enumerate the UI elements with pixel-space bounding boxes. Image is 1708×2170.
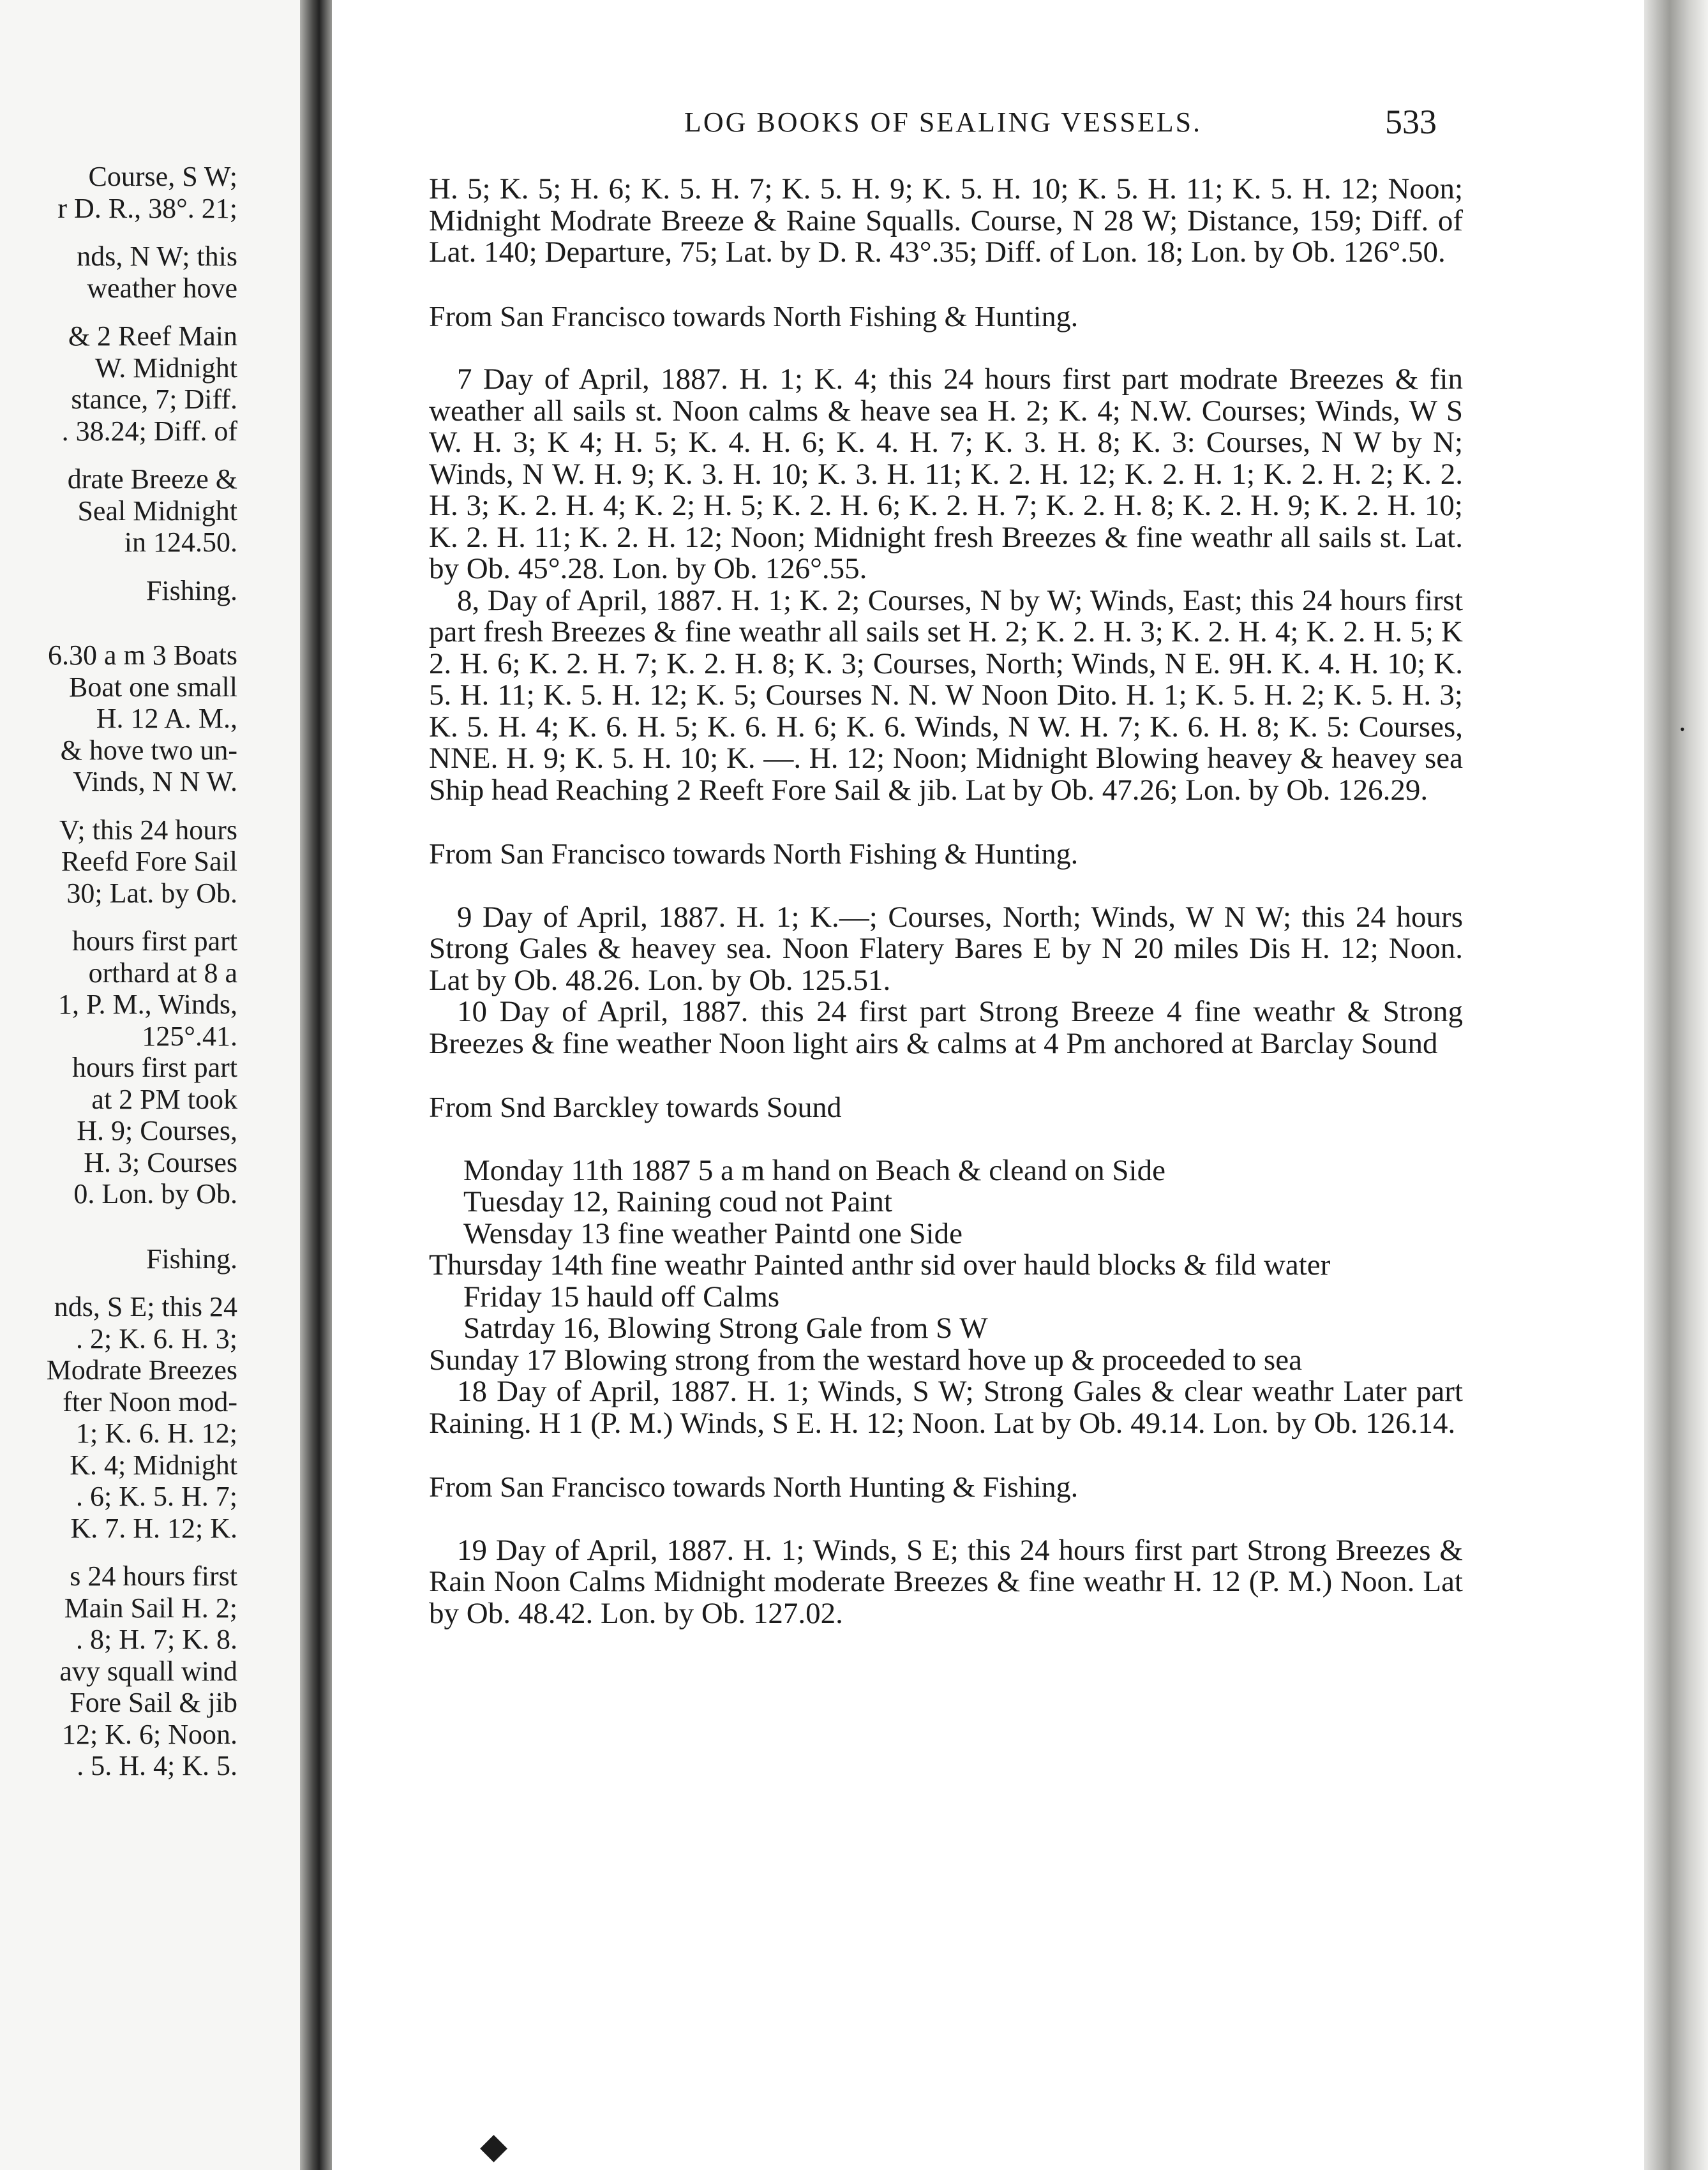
previous-page-text xyxy=(0,161,237,1782)
entry-thursday-14 xyxy=(429,1250,1463,1282)
line-gap xyxy=(0,909,237,925)
previous-page-line: r D. R., 38°. 21; xyxy=(57,192,237,224)
section-heading: From San Francisco towards North Fishing & Hunting. xyxy=(429,837,1079,870)
previous-page-line: Fishing. xyxy=(146,574,237,606)
section-heading: From Snd Barckley towards Sound xyxy=(429,1091,842,1123)
previous-page-line: W. Midnight xyxy=(94,352,237,384)
previous-page-line: Modrate Breezes xyxy=(46,1354,237,1386)
line-gap xyxy=(0,798,237,814)
log-entries xyxy=(429,174,1463,1629)
previous-page-line: . 5. H. 4; K. 5. xyxy=(77,1750,237,1781)
previous-page-line: Fishing. xyxy=(146,1243,237,1275)
daily-entries xyxy=(429,1155,1463,1377)
entry-april-18: 18 Day of April, 1887. H. 1; Winds, S W; Strong Gales & clear weathr Later part Raining. H 1 (P. M.) Winds, S E. H. 12; Noon. Lat by Ob. 49.14. Lon. by Ob. 126.14. xyxy=(429,1375,1463,1440)
previous-page-line: K. 7. H. 12; K. xyxy=(70,1512,237,1544)
running-title: LOG BOOKS OF SEALING VESSELS. xyxy=(684,107,1202,138)
previous-page-line: hours first part xyxy=(71,1052,237,1083)
book-gutter xyxy=(300,0,332,2170)
line-gap xyxy=(0,558,237,575)
previous-page-line: Vinds, N N W. xyxy=(73,766,237,797)
page-edge-shadow xyxy=(1644,0,1708,2170)
previous-page-line: orthard at 8 a xyxy=(88,957,237,989)
entry-april-9: 9 Day of April, 1887. H. 1; K.—; Courses, North; Winds, W N W; this 24 hours Strong Gales & heavey sea. Noon Flatery Bares E by N 20 miles Dis H. 12; Noon. Lat by Ob. 48.26. Lon. by Ob. 125.51. xyxy=(429,900,1463,997)
previous-page-line: Seal Midnight xyxy=(77,495,237,527)
entry-sunday-17 xyxy=(429,1345,1463,1377)
previous-page-line: nds, N W; this xyxy=(77,241,237,272)
previous-page-line: 12; K. 6; Noon. xyxy=(62,1718,237,1750)
ink-speck: • xyxy=(1680,721,1685,737)
previous-page-fragment xyxy=(0,0,306,2170)
previous-page-line: Reefd Fore Sail xyxy=(61,846,237,877)
entry-april-19: 19 Day of April, 1887. H. 1; Winds, S E; this 24 hours first part Strong Breezes & Rain Noon Calms Midnight moderate Breezes & fine weathr H. 12 (P. M.) Noon. Lat by Ob. 48.42. Lon. by Ob. 127.02. xyxy=(429,1533,1463,1630)
previous-page-line: & hove two un- xyxy=(60,734,237,766)
entry-thursday-14-text: Thursday 14th fine weathr Painted anthr sid over hauld blocks & fild water xyxy=(429,1248,1331,1282)
ink-blot: ◆ xyxy=(480,2127,508,2166)
line-gap xyxy=(0,1227,237,1243)
line-gap xyxy=(0,623,237,640)
line-gap xyxy=(0,606,237,623)
page-number: 533 xyxy=(1385,103,1437,141)
previous-page-line: in 124.50. xyxy=(124,527,237,558)
previous-page-line: s 24 hours first xyxy=(70,1560,237,1592)
previous-page-line: Fore Sail & jib xyxy=(70,1687,237,1718)
previous-page-line: 1, P. M., Winds, xyxy=(57,989,237,1020)
previous-page-line: V; this 24 hours xyxy=(59,814,237,846)
line-gap xyxy=(0,1544,237,1560)
section-heading: From San Francisco towards North Hunting & Fishing. xyxy=(429,1470,1079,1503)
previous-page-line: fter Noon mod- xyxy=(63,1386,237,1418)
line-gap xyxy=(0,1275,237,1291)
section-heading: From San Francisco towards North Fishing & Hunting. xyxy=(429,299,1079,333)
previous-page-line: H. 3; Courses xyxy=(84,1146,237,1178)
previous-page-line: Boat one small xyxy=(69,671,237,703)
line-gap xyxy=(0,224,237,241)
line-gap xyxy=(0,447,237,463)
entry-continuation: H. 5; K. 5; H. 6; K. 5. H. 7; K. 5. H. 9; K. 5. H. 10; K. 5. H. 11; K. 5. H. 12; Noon; Midnight Modrate Breeze & Raine Squalls. Course, N 28 W; Distance, 159; Diff. of Lat. 140; Departure, 75; Lat. by D. R. 43°.35; Diff. of Lon. 18; Lon. by Ob. 126°.50. xyxy=(429,172,1463,269)
previous-page-line: . 2; K. 6. H. 3; xyxy=(76,1322,237,1354)
previous-page-line: 1; K. 6. H. 12; xyxy=(76,1418,237,1449)
previous-page-line: . 6; K. 5. H. 7; xyxy=(76,1481,237,1512)
previous-page-line: H. 12 A. M., xyxy=(96,703,237,734)
previous-page-line: 30; Lat. by Ob. xyxy=(66,877,237,909)
line-gap xyxy=(0,304,237,320)
previous-page-line: . 8; H. 7; K. 8. xyxy=(76,1624,237,1655)
previous-page-line: drate Breeze & xyxy=(67,463,237,495)
entry-april-7: 7 Day of April, 1887. H. 1; K. 4; this 24 hours first part modrate Breezes & fin weather all sails st. Noon calms & heave sea H. 2; K. 4; N.W. Courses; Winds, W S W. H. 3; K 4; H. 5; K. 4. H. 6; K. 4. H. 7; K. 3. H. 8; K. 3: Courses, N W by N; Winds, N W. H. 9; K. 3. H. 10; K. 3. H. 11; K. 2. H. 12; K. 2. H. 1; K. 2. H. 2; K. 2. H. 3; K. 2. H. 4; K. 2; H. 5; K. 2. H. 6; K. 2. H. 7; K. 2. H. 8; K. 2. H. 9; K. 2. H. 10; K. 2. H. 11; K. 2. H. 12; Noon; Midnight fresh Breezes & fine weathr all sails st. Lat. by Ob. 45°.28. Lon. by Ob. 126°.55. xyxy=(429,363,1463,585)
previous-page-line: 0. Lon. by Ob. xyxy=(73,1178,237,1209)
previous-page-line: H. 9; Courses, xyxy=(77,1115,237,1146)
entry-april-10: 10 Day of April, 1887. this 24 first part Strong Breeze 4 fine weathr & Strong Breezes & fine weather Noon light airs & calms at 4 Pm anchored at Barclay Sound xyxy=(429,995,1463,1060)
previous-page-line: Main Sail H. 2; xyxy=(64,1592,237,1624)
previous-page-line: hours first part xyxy=(71,925,237,957)
previous-page-line: . 38.24; Diff. of xyxy=(61,415,237,447)
previous-page-line: weather hove xyxy=(87,272,237,304)
previous-page-line: stance, 7; Diff. xyxy=(71,384,237,415)
previous-page-line: nds, S E; this 24 xyxy=(54,1291,237,1322)
entry-friday-15: Friday 15 hauld off Calms xyxy=(463,1280,780,1313)
entry-sunday-17-text: Sunday 17 Blowing strong from the westard hove up & proceeded to sea xyxy=(429,1343,1302,1377)
previous-page-line: at 2 PM took xyxy=(91,1083,237,1115)
entry-monday-11: Monday 11th 1887 5 a m hand on Beach & cleand on Side xyxy=(463,1153,1165,1187)
previous-page-line: Course, S W; xyxy=(88,161,237,192)
entry-saturday-16: Satrday 16, Blowing Strong Gale from S W xyxy=(463,1312,988,1345)
previous-page-line: & 2 Reef Main xyxy=(68,320,237,352)
line-gap xyxy=(0,1210,237,1227)
previous-page-line: avy squall wind xyxy=(59,1655,237,1687)
entry-april-8: 8, Day of April, 1887. H. 1; K. 2; Courses, N by W; Winds, East; this 24 hours first part fresh Breezes & fine weathr all sails set H. 2; K. 2. H. 3; K. 2. H. 4; K. 2. H. 5; K 2. H. 6; K. 2. H. 7; K. 2. H. 8; K. 3; Courses, North; Winds, N E. 9H. K. 4. H. 10; K. 5. H. 11; K. 5. H. 12; K. 5; Courses N. N. W Noon Dito. H. 1; K. 5. H. 2; K. 5. H. 3; K. 5. H. 4; K. 6. H. 5; K. 6. H. 6; K. 6. Winds, N W. H. 7; K. 6. H. 8; K. 5: Courses, NNE. H. 9; K. 5. H. 10; K. —. H. 12; Noon; Midnight Blowing heavey & heavey sea Ship head Reaching 2 Reeft Fore Sail & jib. Lat by Ob. 47.26; Lon. by Ob. 126.29. xyxy=(429,583,1463,807)
previous-page-line: 125°.41. xyxy=(142,1020,237,1052)
entry-tuesday-12: Tuesday 12, Raining coud not Paint xyxy=(463,1185,892,1218)
previous-page-line: 6.30 a m 3 Boats xyxy=(48,640,237,671)
previous-page-line: K. 4; Midnight xyxy=(70,1449,237,1481)
entry-wednesday-13: Wensday 13 fine weather Paintd one Side xyxy=(463,1216,963,1250)
